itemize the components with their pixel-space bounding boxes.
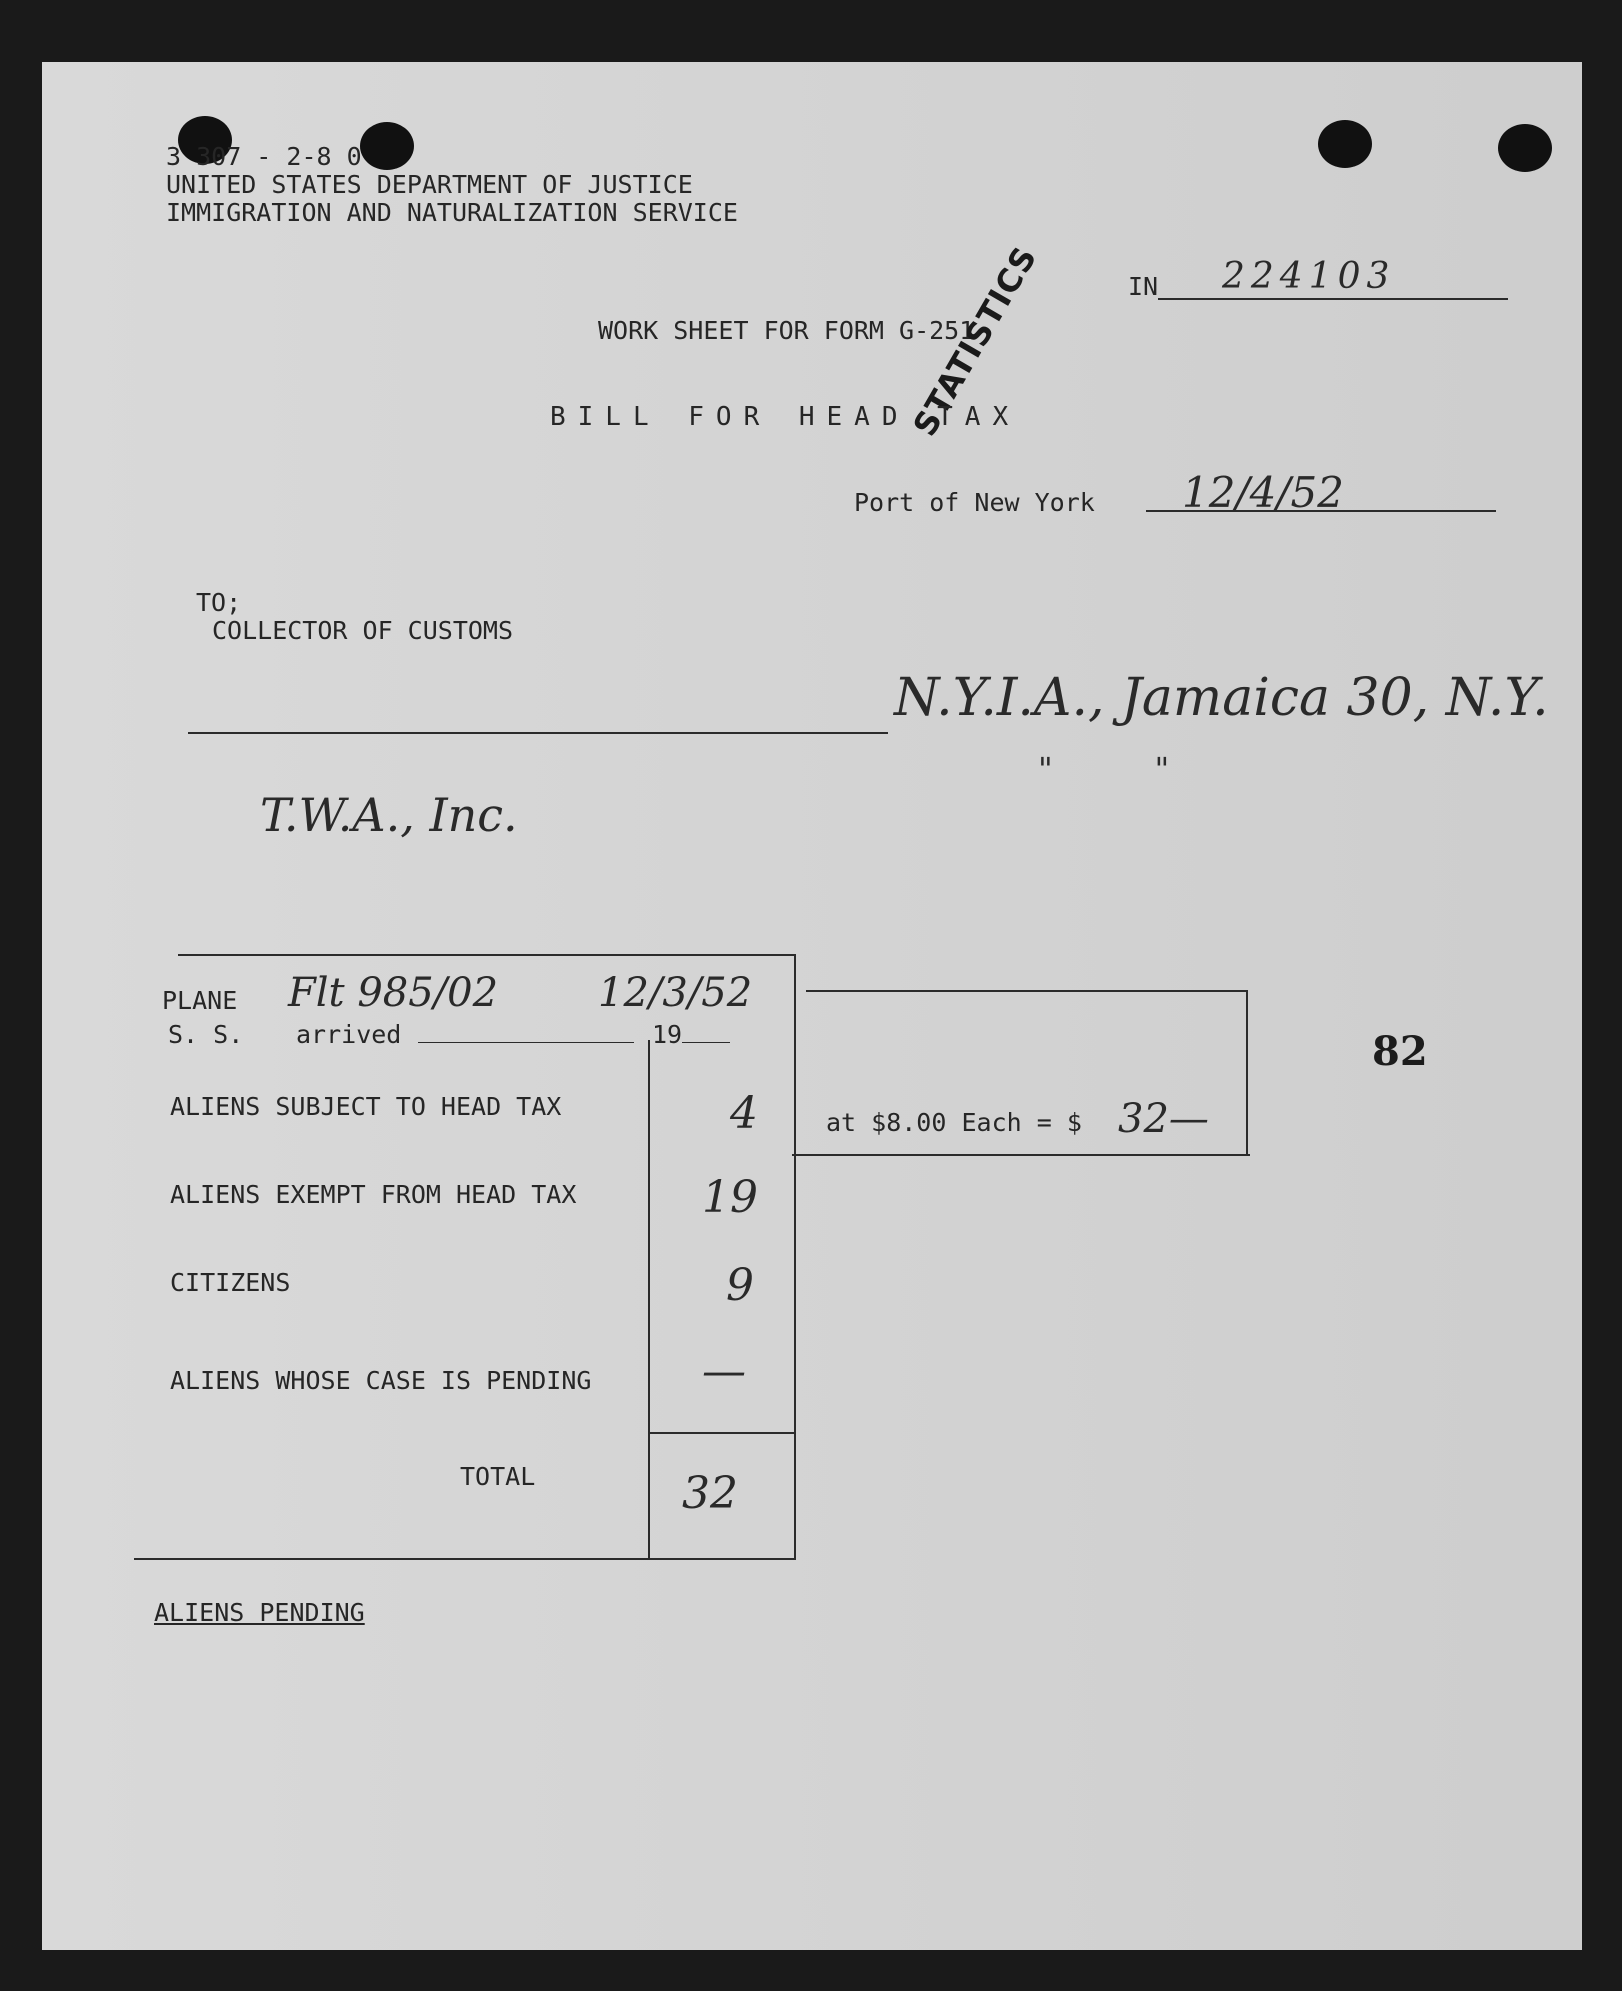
punch-hole bbox=[1498, 124, 1552, 172]
row-label-subject: ALIENS SUBJECT TO HEAD TAX bbox=[170, 1092, 562, 1121]
department-name: UNITED STATES DEPARTMENT OF JUSTICE bbox=[166, 170, 693, 199]
year-underline bbox=[682, 1042, 730, 1043]
table-right-rule bbox=[794, 954, 796, 1560]
row-value-subject: 4 bbox=[730, 1088, 758, 1139]
year-prefix: 19 bbox=[652, 1020, 683, 1049]
punch-hole bbox=[1318, 120, 1372, 168]
address-underline bbox=[188, 732, 888, 734]
row-label-exempt: ALIENS EXEMPT FROM HEAD TAX bbox=[170, 1180, 577, 1209]
row-value-citizens: 9 bbox=[726, 1260, 754, 1311]
tax-box-right bbox=[1246, 990, 1248, 1156]
page-number: 82 bbox=[1372, 1028, 1428, 1075]
document-sheet bbox=[42, 62, 1582, 1950]
table-top-rule bbox=[178, 954, 796, 956]
port-date: 12/4/52 bbox=[1182, 468, 1344, 517]
total-label: TOTAL bbox=[460, 1462, 536, 1491]
arrived-underline bbox=[418, 1042, 634, 1043]
row-label-citizens: CITIZENS bbox=[170, 1268, 291, 1297]
row-value-exempt: 19 bbox=[702, 1172, 758, 1223]
in-number: 224103 bbox=[1222, 256, 1396, 297]
punch-hole bbox=[360, 122, 414, 170]
bill-title: BILL FOR HEAD TAX bbox=[550, 402, 1021, 432]
location-handwritten: N.Y.I.A., Jamaica 30, N.Y. bbox=[894, 668, 1549, 728]
to-label: TO; bbox=[196, 588, 242, 617]
value-column-rule bbox=[648, 1040, 650, 1560]
tax-rate-label: at $8.00 Each = $ bbox=[826, 1108, 1082, 1137]
aliens-pending-heading: ALIENS PENDING bbox=[154, 1598, 365, 1627]
row-label-pending: ALIENS WHOSE CASE IS PENDING bbox=[170, 1366, 592, 1395]
tax-box-top bbox=[806, 990, 1248, 992]
statistics-stamp: STATISTICS bbox=[905, 239, 1045, 443]
port-label: Port of New York bbox=[854, 488, 1095, 517]
ditto-marks: " " bbox=[1038, 750, 1170, 788]
carrier-handwritten: T.W.A., Inc. bbox=[260, 788, 518, 842]
tax-amount: 32— bbox=[1118, 1096, 1209, 1142]
in-underline bbox=[1158, 298, 1508, 300]
plane-date: 12/3/52 bbox=[598, 970, 753, 1016]
total-value: 32 bbox=[682, 1468, 738, 1519]
in-label: IN bbox=[1128, 272, 1159, 301]
row-value-pending: — bbox=[702, 1346, 746, 1397]
form-code: 3 307 - 2-8 0 bbox=[166, 142, 362, 171]
plane-flight: Flt 985/02 bbox=[288, 970, 499, 1016]
arrived-label: arrived bbox=[296, 1020, 402, 1049]
tax-box-bottom bbox=[792, 1154, 1250, 1156]
form-title: WORK SHEET FOR FORM G-251 bbox=[598, 316, 975, 345]
collector-label: COLLECTOR OF CUSTOMS bbox=[212, 616, 514, 645]
service-name: IMMIGRATION AND NATURALIZATION SERVICE bbox=[166, 198, 738, 227]
table-bottom-rule bbox=[134, 1558, 796, 1560]
plane-label: PLANE bbox=[162, 986, 238, 1015]
total-top-rule bbox=[648, 1432, 796, 1434]
ss-label: S. S. bbox=[168, 1020, 244, 1049]
